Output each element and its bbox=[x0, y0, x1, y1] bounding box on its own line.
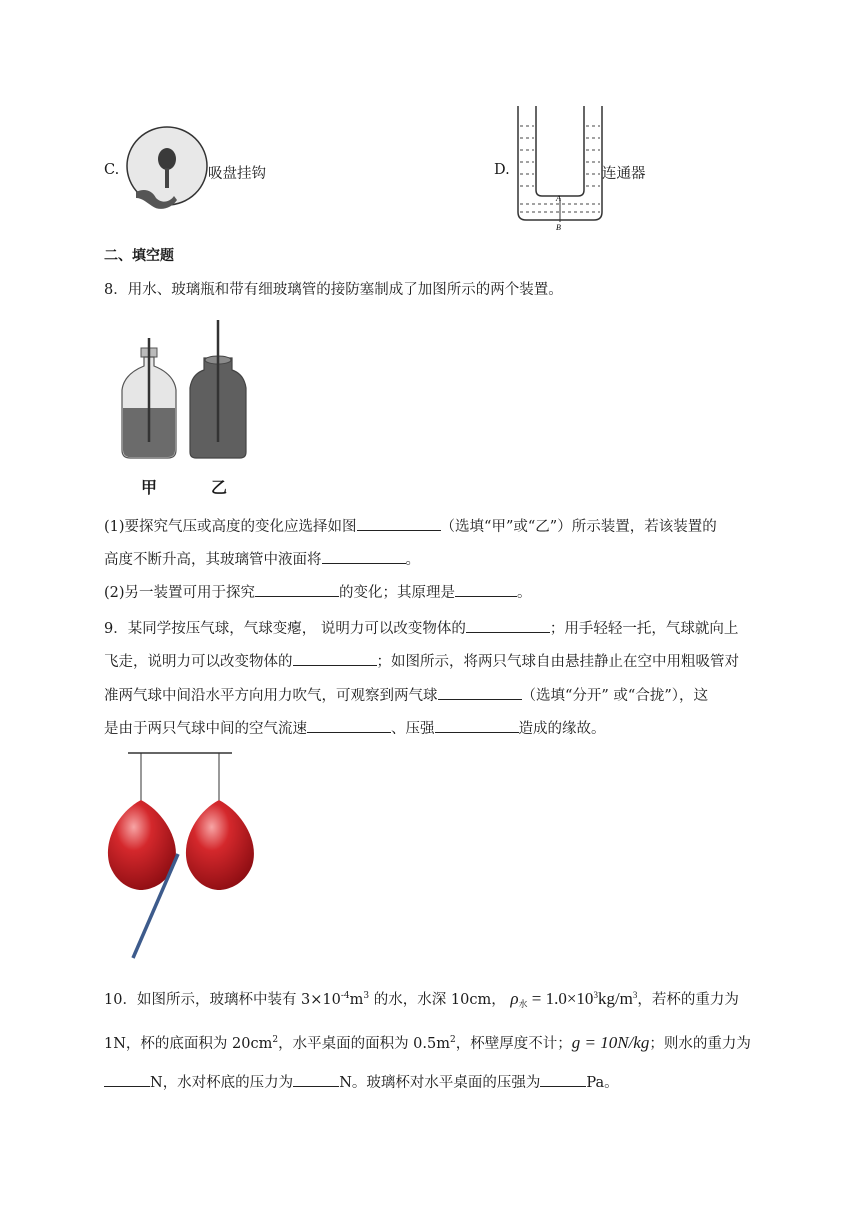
balloons-figure bbox=[104, 750, 254, 962]
option-d-letter: D. bbox=[494, 162, 510, 178]
q9-line2: 飞走，说明力可以改变物体的 ；如图所示，将两只气球自由悬挂静止在空中用粗吸管对 bbox=[104, 651, 739, 672]
q8-blank-1[interactable] bbox=[357, 516, 441, 531]
q9-blank-1[interactable] bbox=[466, 618, 550, 633]
q9-line1: 9．某同学按压气球，气球变瘪， 说明力可以改变物体的 ；用手轻轻一托，气球就向上 bbox=[104, 618, 738, 639]
label-jia: 甲 bbox=[141, 478, 158, 497]
option-c bbox=[104, 162, 119, 178]
gravity-formula: g = 10N/kg bbox=[571, 1033, 650, 1052]
balloon-left bbox=[108, 800, 176, 890]
q9-line3: 准两气球中间沿水平方向用力吹气，可观察到两气球 （选填“分开” 或“合拢”），这 bbox=[104, 685, 708, 706]
q10-line1: 10．如图所示，玻璃杯中装有 $3\times 10^{-4}m^3$ 的水，水深 10cm， $\rho_水 = 1.0\times 10^3kg/m^3$，若杯的重力为 bbox=[104, 989, 739, 1009]
option-d-label: 连通器 bbox=[602, 166, 646, 182]
q10-blank-2[interactable] bbox=[293, 1072, 339, 1087]
q8-blank-2[interactable] bbox=[322, 549, 406, 564]
q8-blank-3[interactable] bbox=[255, 582, 339, 597]
suction-hook-figure bbox=[122, 122, 214, 214]
balloon-right bbox=[186, 800, 254, 890]
q8-part2: (2)另一装置可用于探究 的变化；其原理是 。 bbox=[104, 582, 532, 603]
option-c-label: 吸盘挂钩 bbox=[208, 166, 266, 182]
q10-blank-3[interactable] bbox=[540, 1072, 586, 1087]
q9-line4: 是由于两只气球中间的空气流速 、压强 造成的缘故。 bbox=[104, 718, 606, 739]
point-a-label: A bbox=[556, 194, 561, 203]
point-b-label: B bbox=[556, 223, 561, 232]
q10-line3: N，水对杯底的压力为 N。玻璃杯对水平桌面的压强为 Pa。 bbox=[104, 1072, 619, 1093]
q8-part1-line2: 高度不断升高，其玻璃管中液面将 。 bbox=[104, 549, 420, 570]
q9-blank-2[interactable] bbox=[293, 651, 377, 666]
option-c-letter: C. bbox=[104, 162, 120, 178]
q9-blank-4[interactable] bbox=[307, 718, 391, 733]
communicating-vessel-figure bbox=[512, 104, 608, 232]
q9-blank-3[interactable] bbox=[438, 685, 522, 700]
bottles-figure bbox=[118, 318, 258, 496]
q8-blank-4[interactable] bbox=[455, 582, 517, 597]
section-title: 二、填空题 bbox=[104, 248, 174, 264]
q9-blank-5[interactable] bbox=[435, 718, 519, 733]
label-yi: 乙 bbox=[211, 478, 228, 497]
q10-line2: 1N，杯的底面积为 $20cm^2$，水平桌面的面积为 $0.5m^2$，杯壁厚度不计；g = 10N/kg；则水的重力为 bbox=[104, 1033, 751, 1052]
q8-stem: 8．用水、玻璃瓶和带有细玻璃管的接防塞制成了加图所示的两个装置。 bbox=[104, 282, 563, 298]
q8-part1-line1: (1)要探究气压或高度的变化应选择如图 （选填“甲”或“乙”）所示装置，若该装置的 bbox=[104, 516, 717, 537]
q10-blank-1[interactable] bbox=[104, 1072, 150, 1087]
option-d bbox=[494, 162, 510, 178]
density-formula: $\rho_水 = 1.0\times 10^3kg/m^3$ bbox=[510, 989, 638, 1009]
